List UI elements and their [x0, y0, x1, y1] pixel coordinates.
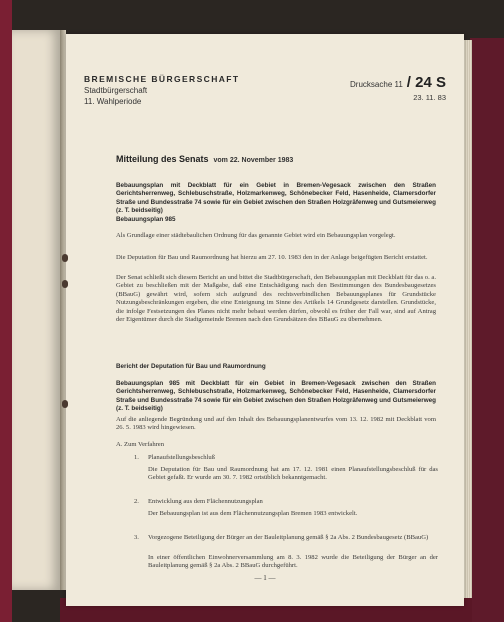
item-title: Planaufstellungsbeschluß [148, 454, 216, 461]
binder-cover [0, 0, 12, 622]
title-main: Mitteilung des Senats [116, 154, 209, 164]
header-right [350, 74, 446, 102]
punch-hole [62, 280, 68, 288]
paragraph-3: Der Senat schließt sich diesem Bericht an und bittet die Stadtbürgerschaft, den Bebauungsplan mit Deckblatt für das o. a. Gebiet zu beschließen mit der Maßgabe, daß eine Entschädigung nach den Bestimmungen des Bundesbaugesetzes (BBauG) gewährt wird, sofern sich aufgrund des rechtsverbindlichen Bebauungsplanes für Grundstücke Nutzungsbeschränkungen ergeben, die eine Enteignung im Sinne des Artikels 14 Grundgesetz darstellen. Grundstücke, die infolge Festsetzungen des Planes nicht mehr bebaut werden dürfen, obwohl es früher der Fall war, sind auf Antrag der Eigentümer durch die Stadtgemeinde Bremen nach den Grundsätzen des BBauG zu übernehmen. [116, 274, 436, 324]
punch-hole [62, 254, 68, 262]
drucksache-label: Drucksache 11 [350, 80, 403, 89]
drucksache-row [350, 74, 446, 91]
plan-subject: Bebauungsplan mit Deckblatt für ein Gebiet in Bremen-Vegesack zwischen den Straßen Gerichtsherrenweg, Schlebuschstraße, Holzmarkenweg, Schönebecker Feld, Hasenheide, Clamersdorfer Straße und Bundesstraße 74 sowie für ein Gebiet zwischen den Straßen Holzgräfenweg und Gutsmeierweg (z. T. beidseitig) [116, 182, 436, 215]
item-text: Die Deputation für Bau und Raumordnung hat am 17. 12. 1981 einen Planaufstellungsbeschluß für das Gebiet gefaßt. Er wurde am 30. 7. 1982 ortsüblich bekanntgemacht. [148, 466, 438, 482]
punch-hole [62, 400, 68, 408]
item-number: 3. [134, 534, 139, 541]
header-left [84, 74, 239, 106]
legislative-period: 11. Wahlperiode [84, 97, 142, 106]
item-text: In einer öffentlichen Einwohnerversammlung am 8. 3. 1982 wurde die Beteiligung der Bürger an der Bauleitplanung gemäß § 2a Abs. 2 BBauG durchgeführt. [148, 554, 438, 570]
chamber-name: Stadtbürgerschaft [84, 86, 148, 95]
parliament-name: BREMISCHE BÜRGERSCHAFT [84, 74, 240, 84]
document-date: 23. 11. 83 [413, 93, 446, 102]
document-title [116, 154, 293, 164]
report-subject: Bebauungsplan 985 mit Deckblatt für ein Gebiet in Bremen-Vegesack zwischen den Straßen Gerichtsherrenweg, Schlebuschstraße, Holzmarkenweg, Schönebecker Feld, Hasenheide, Clamersdorfer Straße und Bundesstraße 74 sowie für ein Gebiet zwischen den Straßen Holzgräfenweg und Gutsmeierweg (z. T. beidseitig) [116, 380, 436, 413]
item-number: 2. [134, 498, 139, 505]
section-a-heading: A. Zum Verfahren [116, 441, 165, 448]
title-date: vom 22. November 1983 [213, 157, 294, 164]
item-text: Der Bebauungsplan ist aus dem Flächennutzungsplan Bremen 1983 entwickelt. [148, 510, 358, 517]
item-title: Vorgezogene Beteiligung der Bürger an der Bauleitplanung gemäß § 2a Abs. 2 Bundesbaugesetz (BBauG) [148, 534, 429, 541]
item-number: 1. [134, 454, 139, 461]
report-intro: Auf die anliegende Begründung und auf den Inhalt des Bebauungsplanentwurfes vom 13. 12. 1982 mit Deckblatt vom 26. 5. 1983 wird hingewiesen. [116, 416, 436, 432]
page-number: — 1 — [254, 574, 276, 582]
previous-page-edge [12, 30, 60, 590]
plan-number: Bebauungsplan 985 [116, 216, 176, 223]
book-cover-edge [470, 38, 504, 622]
paragraph-1: Als Grundlage einer städtebaulichen Ordnung für das genannte Gebiet wird ein Bebauungsplan vorgelegt. [116, 232, 396, 239]
document-page [66, 34, 464, 606]
report-heading: Bericht der Deputation für Bau und Raumordnung [116, 363, 266, 370]
item-title: Entwicklung aus dem Flächennutzungsplan [148, 498, 263, 505]
paragraph-2: Die Deputation für Bau und Raumordnung hat hierzu am 27. 10. 1983 den in der Anlage beigefügten Bericht erstattet. [116, 254, 428, 261]
drucksache-number: / 24 S [406, 74, 446, 91]
